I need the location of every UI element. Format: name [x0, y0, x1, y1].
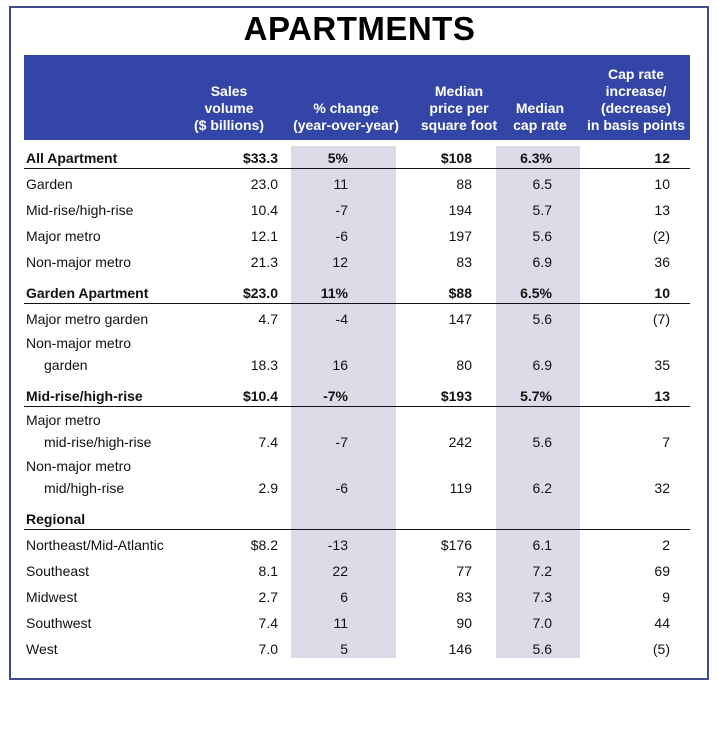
row-label: West [26, 641, 58, 657]
cap-rate-cell: 5.6 [532, 228, 552, 244]
header-line: Median [434, 83, 484, 99]
cap-rate-cell: 6.9 [532, 254, 552, 270]
row-label: Midwest [26, 589, 78, 605]
row-label: Major metro garden [26, 311, 149, 327]
section-row-midrise [24, 382, 690, 406]
sales-volume-cell: 7.0 [258, 641, 278, 657]
percent-change-cell: -6 [335, 480, 348, 496]
divider [24, 168, 690, 169]
basis-points-cell: 13 [654, 388, 670, 404]
row-label: Non-major metro [26, 254, 132, 270]
sales-volume-cell: $8.2 [250, 537, 278, 553]
table-row [24, 248, 690, 272]
price-per-sqft-cell: 119 [449, 480, 472, 496]
percent-change-cell: 12 [332, 254, 348, 270]
basis-points-cell: (7) [652, 311, 670, 327]
header-line: % change [313, 100, 379, 116]
header-line: Cap rate [607, 66, 665, 82]
cap-rate-cell: 6.9 [532, 357, 552, 373]
basis-points-cell: 10 [654, 285, 670, 301]
row-label-line: Non-major metro [26, 335, 132, 351]
sales-volume-cell: 10.4 [250, 202, 278, 218]
row-label: Garden Apartment [26, 285, 149, 301]
header-basis [582, 66, 690, 134]
cap-rate-cell: 6.2 [532, 480, 552, 496]
price-per-sqft-cell: $108 [440, 150, 472, 166]
cap-rate-cell: 6.3% [520, 150, 552, 166]
basis-points-cell: 7 [662, 434, 670, 450]
basis-points-cell: 35 [654, 357, 670, 373]
sales-volume-cell: 18.3 [250, 357, 278, 373]
price-per-sqft-cell: 242 [448, 434, 472, 450]
page-title: APARTMENTS [243, 10, 476, 47]
percent-change-cell: -4 [335, 311, 348, 327]
price-per-sqft-cell: 83 [456, 589, 472, 605]
table-row [24, 170, 690, 194]
header-line: square foot [420, 117, 498, 133]
divider [24, 303, 690, 304]
header-line: (decrease) [600, 100, 672, 116]
percent-change-cell: 6 [340, 589, 348, 605]
header-cap [502, 100, 578, 134]
table-row [24, 583, 690, 607]
header-line: ($ billions) [194, 117, 264, 133]
header-line: Median [515, 100, 565, 116]
cap-rate-cell: 6.1 [532, 537, 552, 553]
sales-volume-cell: 4.7 [258, 311, 278, 327]
sales-volume-cell: 7.4 [258, 434, 278, 450]
price-per-sqft-cell: 83 [456, 254, 472, 270]
header-sales [184, 83, 274, 134]
header-line: increase/ [605, 83, 667, 99]
cap-rate-cell: 6.5 [532, 176, 552, 192]
section-row-garden [24, 279, 690, 303]
percent-change-cell: 11% [320, 285, 348, 301]
percent-change-cell: -7% [323, 388, 348, 404]
basis-points-cell: 10 [654, 176, 670, 192]
price-per-sqft-cell: 194 [448, 202, 472, 218]
sales-volume-cell: $23.0 [242, 285, 278, 301]
cap-rate-cell: 7.3 [532, 589, 552, 605]
divider [24, 406, 690, 407]
cap-rate-cell: 5.7% [520, 388, 552, 404]
table-row [24, 196, 690, 220]
table-row [24, 557, 690, 581]
section-row-all [24, 144, 690, 168]
row-label: garden [44, 357, 88, 373]
basis-points-cell: 44 [654, 615, 670, 631]
price-per-sqft-cell: 197 [448, 228, 472, 244]
sales-volume-cell: 2.7 [258, 589, 278, 605]
sales-volume-cell: 23.0 [250, 176, 278, 192]
header-line: in basis points [586, 117, 685, 133]
sales-volume-cell: 21.3 [250, 254, 278, 270]
basis-points-cell: 69 [654, 563, 670, 579]
header-line: cap rate [513, 117, 567, 133]
basis-points-cell: 12 [654, 150, 670, 166]
basis-points-cell: 9 [662, 589, 670, 605]
price-per-sqft-cell: 80 [456, 357, 472, 373]
row-label-line: Major metro [26, 412, 101, 428]
cap-rate-cell: 5.6 [532, 434, 552, 450]
row-label: Major metro [26, 228, 101, 244]
cap-rate-cell: 6.5% [520, 285, 552, 301]
basis-points-cell: (5) [652, 641, 670, 657]
percent-change-cell: -7 [335, 434, 348, 450]
row-label: mid-rise/high-rise [44, 434, 152, 450]
sales-volume-cell: $33.3 [242, 150, 278, 166]
price-per-sqft-cell: 146 [448, 641, 472, 657]
header-change [286, 100, 406, 134]
basis-points-cell: 2 [662, 537, 670, 553]
row-label: Mid-rise/high-rise [26, 202, 134, 218]
table-row [24, 531, 690, 555]
section-row-regional [24, 505, 690, 529]
table-row [24, 222, 690, 246]
percent-change-cell: 11 [333, 615, 348, 631]
row-label: mid/high-rise [44, 480, 125, 496]
price-per-sqft-cell: $176 [440, 537, 472, 553]
price-per-sqft-cell: $193 [440, 388, 472, 404]
cap-rate-cell: 5.7 [532, 202, 552, 218]
table-row [24, 351, 690, 375]
table-row [24, 609, 690, 633]
row-label-line: Non-major metro [26, 458, 132, 474]
cap-rate-cell: 7.0 [532, 615, 552, 631]
basis-points-cell: 32 [654, 480, 670, 496]
row-label: All Apartment [26, 150, 118, 166]
price-per-sqft-cell: 147 [448, 311, 472, 327]
table-row [24, 635, 690, 659]
sales-volume-cell: 2.9 [258, 480, 278, 496]
price-per-sqft-cell: 88 [456, 176, 472, 192]
price-per-sqft-cell: 77 [456, 563, 472, 579]
row-label: Southwest [26, 615, 92, 631]
sales-volume-cell: 12.1 [250, 228, 278, 244]
price-per-sqft-cell: $88 [448, 285, 472, 301]
percent-change-cell: -13 [327, 537, 348, 553]
table-header [24, 55, 690, 140]
cap-rate-cell: 5.6 [532, 641, 552, 657]
header-line: (year-over-year) [293, 117, 399, 133]
basis-points-cell: 13 [654, 202, 670, 218]
row-label: Southeast [26, 563, 90, 579]
percent-change-cell: 22 [332, 563, 348, 579]
header-line: price per [429, 100, 489, 116]
sales-volume-cell: $10.4 [242, 388, 278, 404]
header-price [414, 83, 504, 134]
price-per-sqft-cell: 90 [456, 615, 472, 631]
row-label: Regional [26, 511, 86, 527]
cap-rate-cell: 7.2 [532, 563, 552, 579]
percent-change-cell: 5% [327, 150, 348, 166]
sales-volume-cell: 7.4 [258, 615, 278, 631]
basis-points-cell: (2) [652, 228, 670, 244]
percent-change-cell: 11 [333, 176, 348, 192]
header-line: Sales [210, 83, 248, 99]
table-row [24, 305, 690, 329]
cap-rate-cell: 5.6 [532, 311, 552, 327]
percent-change-cell: -7 [335, 202, 348, 218]
percent-change-cell: 5 [340, 641, 348, 657]
basis-points-cell: 36 [654, 254, 670, 270]
divider [24, 529, 690, 530]
table-row [24, 474, 690, 498]
row-label: Mid-rise/high-rise [26, 388, 143, 404]
percent-change-cell: 16 [332, 357, 348, 373]
header-line: volume [204, 100, 254, 116]
sales-volume-cell: 8.1 [258, 563, 278, 579]
row-label: Garden [26, 176, 73, 192]
percent-change-cell: -6 [335, 228, 348, 244]
row-label: Northeast/Mid-Atlantic [26, 537, 164, 553]
table-row [24, 428, 690, 452]
